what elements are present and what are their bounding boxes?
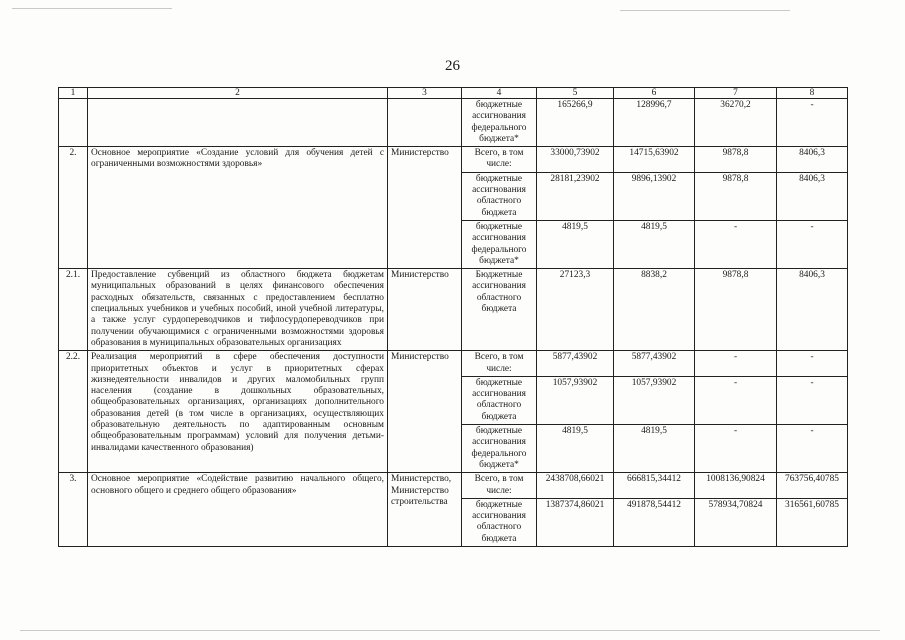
row-number-cell: 2.2. <box>59 351 88 473</box>
row-number-cell <box>59 99 88 147</box>
funding-source-cell: бюджетные ассигнования федерального бюджета* <box>462 220 537 268</box>
activity-name-cell <box>88 99 388 147</box>
value-cell-7: - <box>695 351 777 377</box>
funding-source-cell: Всего, в том числе: <box>462 147 537 173</box>
value-cell-7: - <box>695 425 777 473</box>
value-cell-7: 578934,70824 <box>695 498 777 546</box>
funding-source-cell: бюджетные ассигнования областного бюджета <box>462 498 537 546</box>
scan-artifact <box>620 10 790 11</box>
value-cell-5: 1387374,86021 <box>537 498 614 546</box>
value-cell-5: 2438708,66021 <box>537 473 614 499</box>
activity-name-cell: Реализация мероприятий в сфере обеспечения доступности приоритетных объектов и услуг в приоритетных сферах жизнедеятельности инвалидов и других маломобильных групп населения (создание в дошкольных образовательных, общеобразовательных организациях, организациях дополнительного образования детей (в том числе в организациях, осуществляющих образовательную деятельность по адаптированным основным общеобразовательным программам) условий для получения детьми-инвалидами качественного образования) <box>88 351 388 473</box>
value-cell-5: 28181,23902 <box>537 172 614 220</box>
header-cell: 7 <box>695 88 777 99</box>
scan-artifact <box>12 8 172 9</box>
activity-name-cell: Основное мероприятие «Создание условий для обучения детей с ограниченными возможностями здоровья» <box>88 147 388 269</box>
executor-cell: Министерство <box>388 269 462 351</box>
funding-source-cell: Всего, в том числе: <box>462 351 537 377</box>
header-cell: 5 <box>537 88 614 99</box>
value-cell-8: - <box>777 376 848 424</box>
funding-source-cell: бюджетные ассигнования областного бюджета <box>462 172 537 220</box>
executor-cell: Министерство <box>388 351 462 473</box>
header-cell: 3 <box>388 88 462 99</box>
value-cell-6: 8838,2 <box>614 269 695 351</box>
value-cell-6: 14715,63902 <box>614 147 695 173</box>
funding-source-cell: Бюджетные ассигнования областного бюджета <box>462 269 537 351</box>
value-cell-6: 666815,34412 <box>614 473 695 499</box>
activity-name-cell: Основное мероприятие «Содействие развитию начального общего, основного общего и среднего общего образования» <box>88 473 388 547</box>
value-cell-6: 4819,5 <box>614 425 695 473</box>
row-number-cell: 2.1. <box>59 269 88 351</box>
value-cell-7: 9878,8 <box>695 172 777 220</box>
table-row <box>59 473 848 499</box>
value-cell-6: 491878,54412 <box>614 498 695 546</box>
budget-table <box>58 87 848 547</box>
table-row <box>59 147 848 173</box>
value-cell-5: 4819,5 <box>537 425 614 473</box>
header-cell: 1 <box>59 88 88 99</box>
value-cell-7: 9878,8 <box>695 147 777 173</box>
value-cell-7: - <box>695 220 777 268</box>
value-cell-8: - <box>777 351 848 377</box>
activity-name-cell: Предоставление субвенций из областного бюджета бюджетам муниципальных образований в целях финансового обеспечения расходных обязательств, связанных с предоставлением бесплатно специальных учебников и учебных пособий, иной учебной литературы, а также услуг сурдопереводчиков и тифлосурдопереводчиков при получении обучающимися с ограниченными возможностями здоровья образования в муниципальных образовательных организациях <box>88 269 388 351</box>
funding-source-cell: бюджетные ассигнования федерального бюджета* <box>462 99 537 147</box>
value-cell-7: 1008136,90824 <box>695 473 777 499</box>
value-cell-8: 8406,3 <box>777 147 848 173</box>
funding-source-cell: бюджетные ассигнования федерального бюджета* <box>462 425 537 473</box>
header-cell: 4 <box>462 88 537 99</box>
value-cell-6: 4819,5 <box>614 220 695 268</box>
value-cell-8: 8406,3 <box>777 172 848 220</box>
header-cell: 6 <box>614 88 695 99</box>
value-cell-5: 165266,9 <box>537 99 614 147</box>
value-cell-5: 4819,5 <box>537 220 614 268</box>
header-cell: 8 <box>777 88 848 99</box>
funding-source-cell: бюджетные ассигнования областного бюджета <box>462 376 537 424</box>
value-cell-6: 128996,7 <box>614 99 695 147</box>
table-row <box>59 99 848 147</box>
row-number-cell: 3. <box>59 473 88 547</box>
value-cell-8: 8406,3 <box>777 269 848 351</box>
value-cell-6: 9896,13902 <box>614 172 695 220</box>
value-cell-5: 5877,43902 <box>537 351 614 377</box>
row-number-cell: 2. <box>59 147 88 269</box>
value-cell-5: 1057,93902 <box>537 376 614 424</box>
value-cell-8: 316561,60785 <box>777 498 848 546</box>
executor-cell: Министерство <box>388 147 462 269</box>
table-row <box>59 269 848 351</box>
table-row <box>59 351 848 377</box>
value-cell-6: 5877,43902 <box>614 351 695 377</box>
executor-cell <box>388 99 462 147</box>
value-cell-6: 1057,93902 <box>614 376 695 424</box>
value-cell-7: 36270,2 <box>695 99 777 147</box>
value-cell-8: - <box>777 425 848 473</box>
funding-source-cell: Всего, в том числе: <box>462 473 537 499</box>
table-header-row <box>59 88 848 99</box>
page-number: 26 <box>445 58 460 74</box>
value-cell-8: 763756,40785 <box>777 473 848 499</box>
value-cell-7: 9878,8 <box>695 269 777 351</box>
value-cell-7: - <box>695 376 777 424</box>
value-cell-5: 33000,73902 <box>537 147 614 173</box>
value-cell-8: - <box>777 220 848 268</box>
value-cell-5: 27123,3 <box>537 269 614 351</box>
executor-cell: Министерство, Министерство строительства <box>388 473 462 547</box>
scan-artifact <box>20 630 880 631</box>
header-cell: 2 <box>88 88 388 99</box>
value-cell-8: - <box>777 99 848 147</box>
